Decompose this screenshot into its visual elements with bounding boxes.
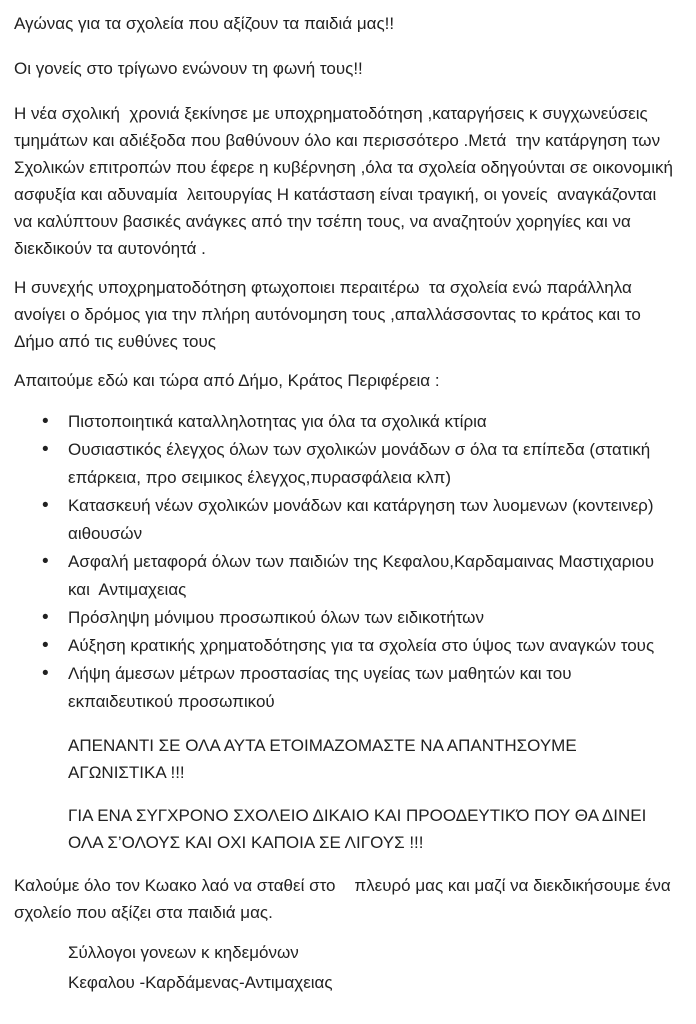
paragraph-underfunding: Η συνεχής υποχρηματοδότηση φτωχοποιει περαιτέρω τα σχολεία ενώ παράλληλα ανοίγει ο δρόμος για την πλήρη αυτόνομηση τους ,απαλλάσσοντας το κράτος και το Δήμο από τις ευθύνες τους [14, 278, 645, 351]
demands-list [40, 408, 678, 716]
paragraph-school-year: Η νέα σχολική χρονιά ξεκίνησε με υποχρηματοδότηση ,καταργήσεις κ συγχωνεύσεις τμημάτων και αδιέξοδα που βαθύνουν όλο και περισσότερο .Μετά την κατάργηση των Σχολικών επιτροπών που έφερε η κυβέρνηση ,όλα τα σχολεία οδηγούνται σε οικονομική ασφυξία και αδυναμία λειτουργίας Η κατάσταση είναι τραγική, οι γονείς αναγκάζονται να καλύπτουν βασικές ανάγκες από την τσέπη τους, να αναζητούν χορηγίες και να διεκδικούν τα αυτονόητά . [14, 104, 678, 258]
demand-item-new-buildings: • Κατασκευή νέων σχολικών μονάδων και κατάργηση των λυομενων (κοντεινερ) αιθουσών [40, 492, 678, 548]
signature-block [68, 938, 678, 998]
signature-line-villages: Κεφαλου -Καρδάμενας-Αντιμαχειας [68, 973, 333, 992]
demand-item-state-funding: • Αύξηση κρατικής χρηματοδότησης για τα σχολεία στο ύψος των αναγκών τους [40, 632, 678, 660]
statement-modern-school: ΓΙΑ ΕΝΑ ΣΥΓΧΡΟΝΟ ΣΧΟΛΕΙΟ ΔΙΚΑΙΟ ΚΑΙ ΠΡΟΟΔΕΥΤΙΚΌ ΠΟΥ ΘΑ ΔΙΝΕΙ ΟΛΑ Σ’ΟΛΟΥΣ ΚΑΙ ΟΧΙ ΚΑΠΟΙΑ ΣΕ ΛΙΓΟΥΣ !!! [68, 806, 652, 852]
demand-item-safe-transport: • Ασφαλή μεταφορά όλων των παιδιών της Κεφαλου,Καρδαμαινας Μαστιχαριου και Αντιμαχειας [40, 548, 678, 604]
demand-item-health-measures: • Λήψη άμεσων μέτρων προστασίας της υγείας των μαθητών και του εκπαιδευτικού προσωπικού [40, 660, 678, 716]
signature-line-associations: Σύλλογοι γονεων κ κηδεμόνων [68, 943, 299, 962]
closing-call: Καλούμε όλο τον Κωακο λαό να σταθεί στο πλευρό μας και μαζί να διεκδικήσουμε ένα σχολείο που αξίζει στα παιδιά μας. [14, 876, 676, 922]
statement-struggle: ΑΠΕΝΑΝΤΙ ΣΕ ΟΛΑ ΑΥΤΑ ΕΤΟΙΜΑΖΟΜΑΣΤΕ ΝΑ ΑΠΑΝΤΗΣΟΥΜΕ ΑΓΩΝΙΣΤΙΚΑ !!! [68, 736, 581, 782]
headline-secondary: Οι γονείς στο τρίγωνο ενώνουν τη φωνή τους!! [14, 59, 363, 78]
demand-item-certificates: • Πιστοποιητικά καταλληλοτητας για όλα τα σχολικά κτίρια [40, 408, 678, 436]
demands-intro: Απαιτούμε εδώ και τώρα από Δήμο, Κράτος Περιφέρεια : [14, 371, 440, 390]
demand-item-inspections: • Ουσιαστικός έλεγχος όλων των σχολικών μονάδων σ όλα τα επίπεδα (στατική επάρκεια, προ σειμικος έλεγχος,πυρασφάλεια κλπ) [40, 436, 678, 492]
headline-primary: Αγώνας για τα σχολεία που αξίζουν τα παιδιά μας!! [14, 14, 395, 33]
demand-item-permanent-staff: • Πρόσληψη μόνιμου προσωπικού όλων των ειδικοτήτων [40, 604, 678, 632]
